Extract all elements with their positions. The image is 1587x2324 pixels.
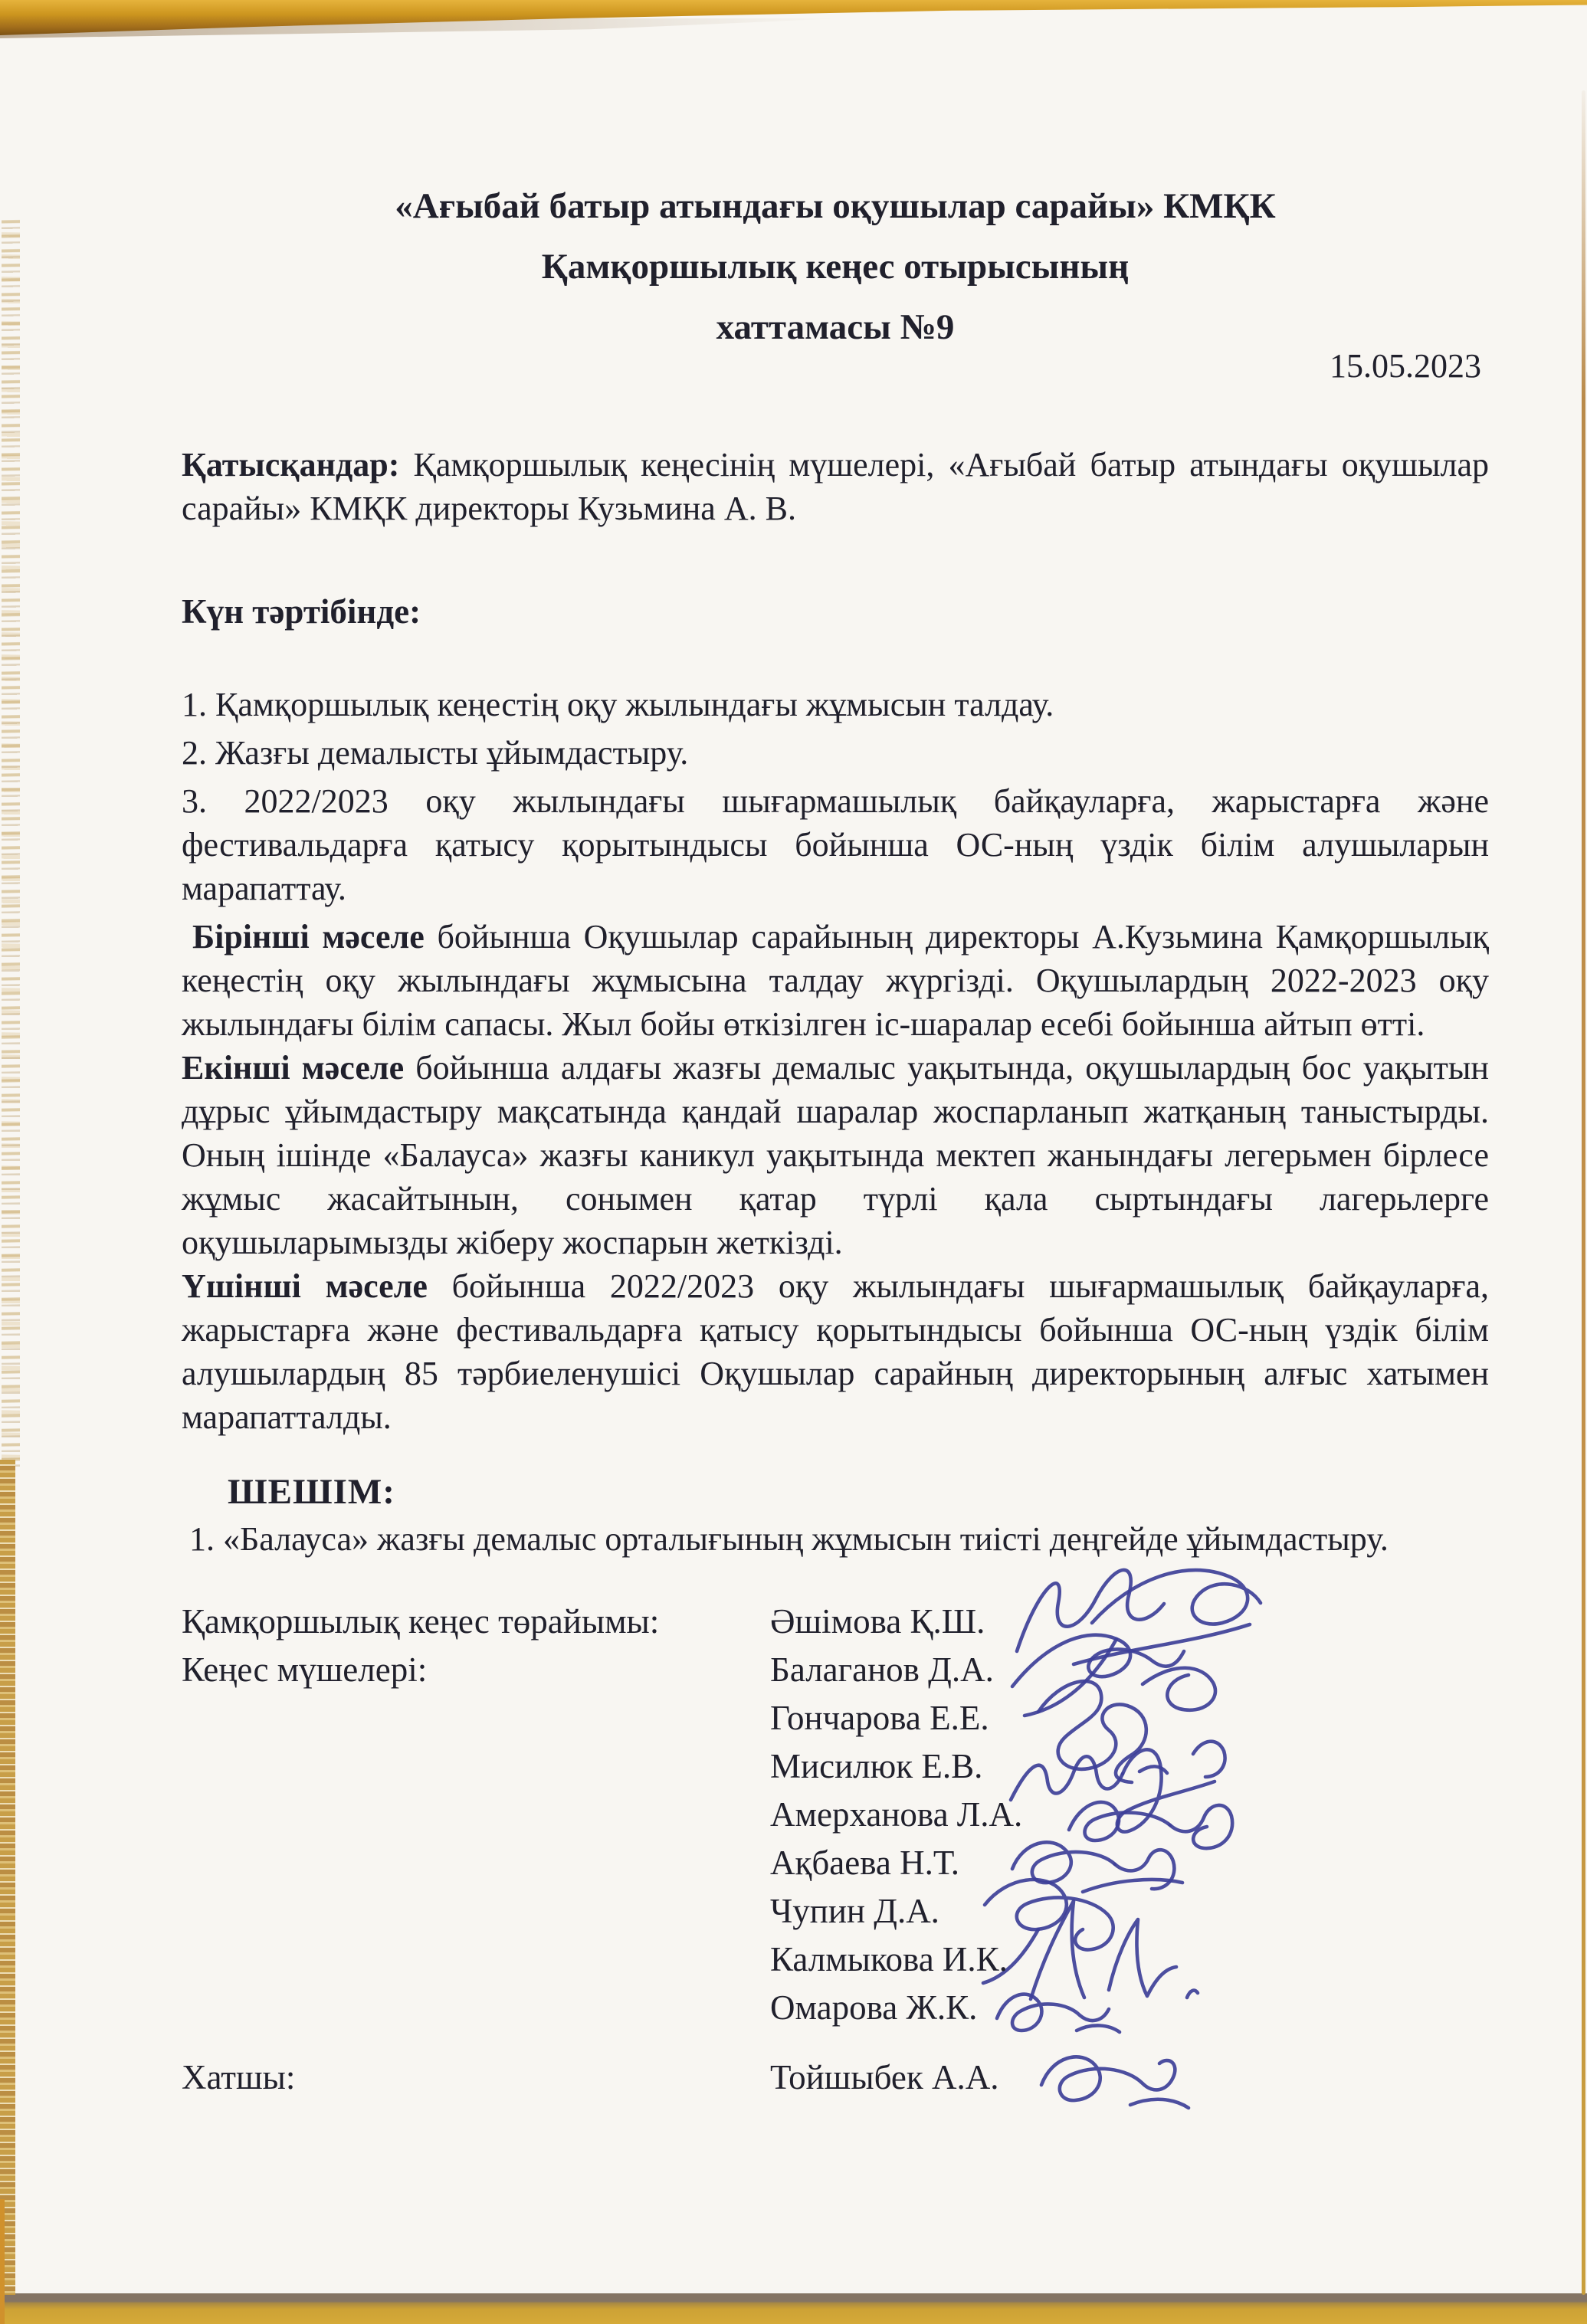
participants-text: Қамқоршылық кеңесінің мүшелері, «Ағыбай батыр атындағы оқушылар сарайы» КМҚК директоры Кузьмина А. В.	[182, 446, 1489, 527]
signoff-block	[182, 1601, 1489, 2036]
agenda-list	[182, 683, 1489, 910]
member-name: Ақбаева Н.Т.	[770, 1843, 959, 1883]
member-name: Мисилюк Е.В.	[770, 1746, 982, 1786]
participants-label: Қатысқандар:	[182, 446, 400, 483]
agenda-item: 3. 2022/2023 оқу жылындағы шығармашылық байқауларға, жарыстарға және фестивальдарға қатысу қорытындысы бойынша ОС-ның үздік білім алушыларын марапаттау.	[182, 782, 1489, 907]
secretary-label: Хатшы:	[182, 2058, 296, 2096]
member-name: Омарова Ж.К.	[770, 1988, 977, 2027]
participants-paragraph	[182, 443, 1489, 530]
issue-paragraph-1	[182, 915, 1489, 1046]
member-row	[182, 1988, 1489, 2036]
document-title	[182, 176, 1489, 358]
agenda-item: 1. Қамқоршылық кеңестің оқу жылындағы жұмысын талдау.	[182, 686, 1054, 723]
issue-2-body: бойынша алдағы жазғы демалыс уақытында, оқушылардың бос уақытын дұрыс ұйымдастыру мақсатында қандай шаралар жоспарланып жатқаның таныстырды. Оның ішінде «Балауса» жазғы каникул уақытында мектеп жанындағы легерьмен бірлесе жұмыс жасайтынын, сонымен қатар түрлі қала сыртындағы лагерьлерге оқушыларымызды жіберу жоспарын жеткізді.	[182, 1049, 1489, 1261]
member-row	[182, 1939, 1489, 1988]
decision-heading: ШЕШІМ:	[228, 1472, 395, 1512]
title-line-2: Қамқоршылық кеңес отырысының	[541, 247, 1130, 287]
chair-name: Әшімова Қ.Ш.	[770, 1601, 985, 1641]
secretary-name: Тойшыбек А.А.	[770, 2057, 998, 2097]
issue-paragraph-3	[182, 1264, 1489, 1439]
member-name: Гончарова Е.Е.	[770, 1698, 989, 1738]
chair-row	[182, 1601, 1489, 1650]
issue-3-lead: Үшінші мәселе	[182, 1267, 428, 1305]
gold-frame-bottom-edge	[0, 2293, 1587, 2324]
member-name: Чупин Д.А.	[770, 1891, 939, 1931]
document-body	[182, 176, 1489, 2097]
member-name: Балаганов Д.А.	[770, 1650, 994, 1690]
issue-2-lead: Екінші мәселе	[182, 1049, 405, 1087]
member-row	[182, 1746, 1489, 1795]
chair-label: Қамқоршылық кеңес төрайымы:	[182, 1602, 660, 1641]
members-label: Кеңес мүшелері:	[182, 1650, 428, 1689]
document-date: 15.05.2023	[1330, 347, 1481, 385]
issue-3-body: бойынша 2022/2023 оқу жылындағы шығармашылық байқауларға, жарыстарға және фестивальдарға қатысу қорытындысы бойынша ОС-ның үздік білім алушылардың 85 тәрбиеленушісі Оқушылар сарайның директорының алғыс хатымен марапатталды.	[182, 1267, 1490, 1436]
title-line-3: хаттамасы №9	[716, 307, 955, 347]
left-edge-gilt-band	[0, 1460, 15, 2295]
decision-list	[182, 1517, 1489, 1562]
agenda-heading: Күн тәртібінде:	[182, 592, 421, 631]
member-row	[182, 1698, 1489, 1746]
member-row	[182, 1650, 1489, 1698]
member-name: Амерханова Л.А.	[770, 1795, 1022, 1834]
decision-item: 1. «Балауса» жазғы демалыс орталығының жұмысын тиісті деңгейде ұйымдастыру.	[189, 1520, 1389, 1558]
member-row	[182, 1891, 1489, 1939]
page-left-edge-line	[0, 2199, 5, 2324]
member-row	[182, 1795, 1489, 1843]
issue-1-lead: Бірінші мәселе	[192, 918, 425, 955]
member-name: Калмыкова И.К.	[770, 1939, 1008, 1979]
issue-1-body: бойынша Оқушылар сарайының директоры А.Кузьмина Қамқоршылық кеңестің оқу жылындағы жұмысына талдау жүргізді. Оқушылардың 2022-2023 оқу жылындағы білім сапасы. Жыл бойы өткізілген іс-шаралар есебі бойынша айтып өтті.	[182, 918, 1490, 1043]
title-line-1: «Ағыбай батыр атындағы оқушылар сарайы» КМҚК	[395, 186, 1276, 226]
issue-paragraph-2	[182, 1046, 1489, 1264]
left-edge-bleedthrough-marks	[2, 215, 20, 1471]
member-row	[182, 1843, 1489, 1891]
agenda-item: 2. Жазғы демалысты ұйымдастыру.	[182, 734, 689, 772]
page-right-edge-line	[1582, 90, 1585, 2295]
signature-ink-icon	[1023, 2028, 1199, 2136]
secretary-row	[182, 2057, 1489, 2097]
